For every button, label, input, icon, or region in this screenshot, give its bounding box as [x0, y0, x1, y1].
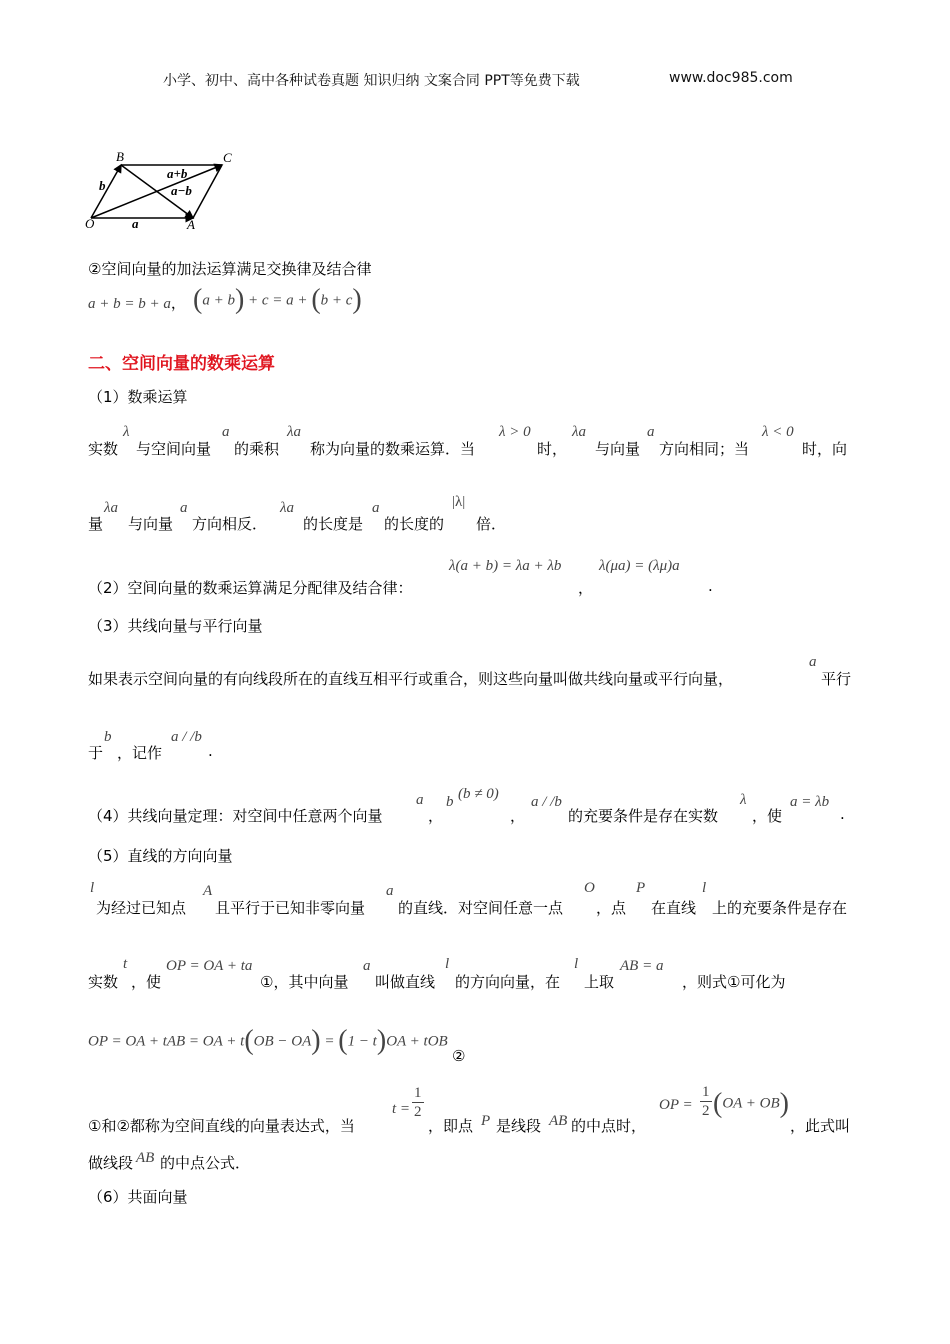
label-a: a — [132, 216, 139, 230]
vector-b — [91, 165, 121, 218]
heading-coplanar: （6）共面向量 — [88, 1188, 188, 1206]
label-a-plus-b: a+b — [167, 166, 188, 181]
label-C: C — [223, 150, 232, 165]
header-url[interactable]: www.doc985.com — [669, 70, 793, 86]
formula-associative: (a + b) + c = a + (b + c) — [193, 284, 362, 315]
formula-line-parametric: OP = OA + tAB = OA + t(OB − OA) = (1 − t)OA + tOB — [88, 1025, 448, 1056]
marker-2: ② — [452, 1047, 466, 1065]
formula-commutative: a + b = b + a， — [88, 294, 186, 312]
heading-collinear: （3）共线向量与平行向量 — [88, 617, 263, 635]
parallelogram-figure — [82, 148, 242, 230]
label-O: O — [85, 216, 95, 230]
header-text: 小学、初中、高中各种试卷真题 知识归纳 文案合同 PPT等免费下载 — [163, 73, 580, 89]
label-B: B — [116, 149, 124, 164]
section-title: 二、空间向量的数乘运算 — [88, 354, 275, 374]
label-A: A — [187, 217, 195, 230]
edge-ca — [193, 165, 222, 218]
label-b: b — [99, 178, 106, 193]
heading-direction-vector: （5）直线的方向向量 — [88, 847, 233, 865]
paragraph-addition-laws: ②空间向量的加法运算满足交换律及结合律 — [88, 260, 372, 278]
label-a-minus-b: a−b — [171, 183, 192, 198]
heading-scalar-mult: （1）数乘运算 — [88, 388, 188, 406]
